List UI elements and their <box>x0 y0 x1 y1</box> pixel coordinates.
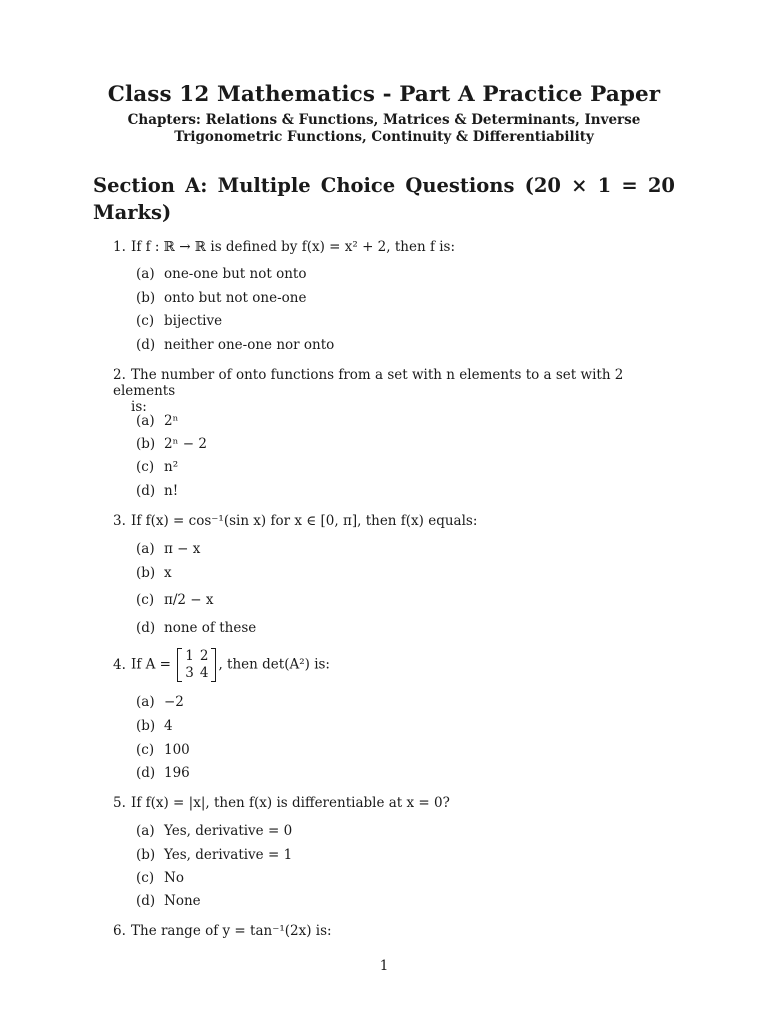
option-label: (c) <box>136 313 155 329</box>
option-label: (c) <box>136 592 155 608</box>
option-text: None <box>164 893 201 909</box>
option-text: n² <box>164 459 179 475</box>
question-number: 1. <box>113 239 126 255</box>
question-number: 6. <box>113 923 126 939</box>
option-text: Yes, derivative = 0 <box>164 823 293 839</box>
option-label: (b) <box>136 436 156 452</box>
question-text: The range of y = tan⁻¹(2x) is: <box>131 923 332 939</box>
option-text: one-one but not onto <box>164 266 307 282</box>
option-2c <box>136 459 178 475</box>
option-text: 100 <box>164 742 190 758</box>
option-label: (d) <box>136 483 156 499</box>
option-4b <box>136 718 173 734</box>
option-label: (d) <box>136 620 156 636</box>
option-1d <box>136 337 334 353</box>
paper-title: Class 12 Mathematics - Part A Practice Paper <box>107 82 661 107</box>
question-number: 5. <box>113 795 126 811</box>
matrix-cell: 4 <box>199 665 209 681</box>
question-5 <box>113 795 675 811</box>
paper-subtitle <box>110 112 658 146</box>
option-label: (d) <box>136 893 156 909</box>
question-3 <box>113 513 675 529</box>
option-label: (c) <box>136 870 155 886</box>
question-number: 4. <box>113 656 126 673</box>
option-label: (b) <box>136 847 156 863</box>
option-text: No <box>164 870 184 886</box>
section-heading <box>93 172 675 226</box>
section-heading-line-2: Marks) <box>93 201 172 224</box>
option-label: (b) <box>136 718 156 734</box>
option-1a <box>136 266 306 282</box>
option-3c <box>136 592 214 608</box>
option-text: 2ⁿ <box>164 413 179 429</box>
option-4d <box>136 765 190 781</box>
matrix-cell: 1 <box>185 648 194 664</box>
option-text: none of these <box>164 620 257 636</box>
option-text: bijective <box>164 313 223 329</box>
option-text: n! <box>164 483 179 499</box>
option-text: 4 <box>164 718 173 734</box>
option-text: onto but not one-one <box>164 290 307 306</box>
subtitle-line-2: Trigonometric Functions, Continuity & Differentiability <box>174 129 594 145</box>
question-4 <box>113 648 675 682</box>
option-text: Yes, derivative = 1 <box>164 847 293 863</box>
matrix-cell: 3 <box>185 665 194 681</box>
question-6 <box>113 923 675 939</box>
option-label: (a) <box>136 413 155 429</box>
question-1 <box>113 239 675 255</box>
option-3a <box>136 541 200 557</box>
option-1b <box>136 290 306 306</box>
matrix-cell: 2 <box>199 648 209 664</box>
question-number: 3. <box>113 513 126 529</box>
question-text-suffix: , then det(A²) is: <box>218 656 330 673</box>
option-5a <box>136 823 292 839</box>
option-5b <box>136 847 292 863</box>
option-2d <box>136 483 178 499</box>
option-2a <box>136 413 178 429</box>
section-heading-line-1: Section A: Multiple Choice Questions (20 × 1 = 20 <box>93 174 675 197</box>
subtitle-line-1: Chapters: Relations & Functions, Matrices & Determinants, Inverse <box>127 112 641 128</box>
option-text: π − x <box>164 541 201 557</box>
option-text: −2 <box>164 694 184 710</box>
option-text: x <box>164 565 172 581</box>
option-text: 2ⁿ − 2 <box>164 436 207 452</box>
option-text: π/2 − x <box>164 592 214 608</box>
option-2b <box>136 436 207 452</box>
option-text: 196 <box>164 765 190 781</box>
option-3b <box>136 565 172 581</box>
option-label: (d) <box>136 765 156 781</box>
matrix-a <box>177 648 216 682</box>
option-label: (a) <box>136 694 155 710</box>
option-text: neither one-one nor onto <box>164 337 335 353</box>
question-text-line-1: The number of onto functions from a set with n elements to a set with 2 elements <box>113 367 624 399</box>
question-2 <box>113 367 675 415</box>
option-label: (a) <box>136 266 155 282</box>
option-label: (b) <box>136 290 156 306</box>
option-label: (d) <box>136 337 156 353</box>
option-3d <box>136 620 256 636</box>
option-5c <box>136 870 184 886</box>
question-number: 2. <box>113 367 126 383</box>
question-text-prefix: If A = <box>131 656 171 673</box>
option-4a <box>136 694 184 710</box>
question-text: If f(x) = cos⁻¹(sin x) for x ∈ [0, π], then f(x) equals: <box>131 513 478 529</box>
question-text: If f : ℝ → ℝ is defined by f(x) = x² + 2, then f is: <box>131 239 456 255</box>
question-text: If f(x) = |x|, then f(x) is differentiable at x = 0? <box>131 795 450 811</box>
option-label: (a) <box>136 541 155 557</box>
option-label: (b) <box>136 565 156 581</box>
option-1c <box>136 313 222 329</box>
option-label: (c) <box>136 459 155 475</box>
option-label: (c) <box>136 742 155 758</box>
question-text-line-2: is: <box>131 399 147 415</box>
option-label: (a) <box>136 823 155 839</box>
option-5d <box>136 893 201 909</box>
option-4c <box>136 742 190 758</box>
page-number: 1 <box>379 958 389 974</box>
